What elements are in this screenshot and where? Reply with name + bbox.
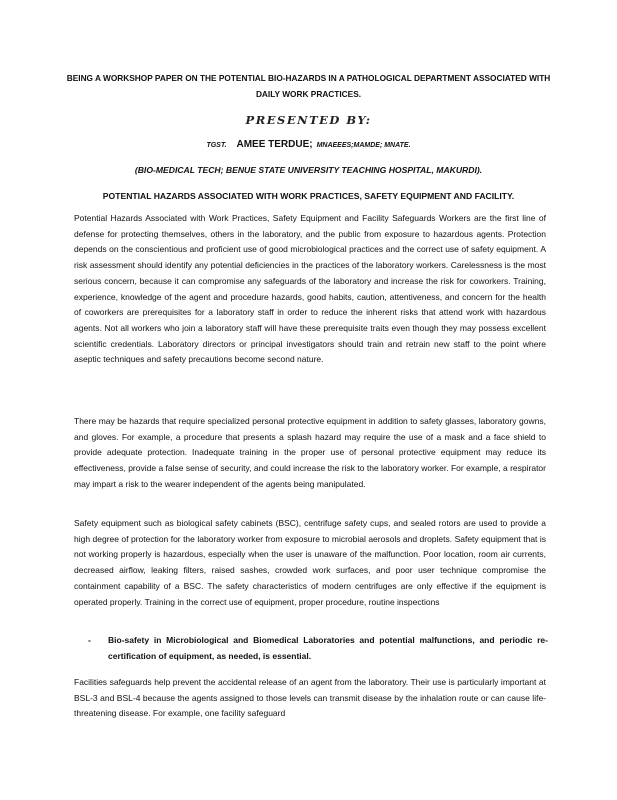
document-title: BEING A WORKSHOP PAPER ON THE POTENTIAL BIO-HAZARDS IN A PATHOLOGICAL DEPARTMENT ASSOCIATED WITH DAILY WORK PRACTICES. <box>66 73 551 99</box>
bullet-dash: - <box>88 635 91 645</box>
author-prefix: TGST. <box>206 142 227 149</box>
author-credentials: MNAEEES;MAMDE; MNATE. <box>316 142 411 149</box>
paragraph-protective-equipment: There may be hazards that require specialized personal protective equipment in addition to safety glasses, laboratory gowns, and gloves. For example, a procedure that presents a splash hazard may require the use of a mask and a face shield to provide adequate protection. Inadequate training in the proper use of personal protective equipment may reduce its effectiveness, provide a false sense of security, and could increase the risk to the laboratory worker. For example, a respirator may impart a risk to the wearer independent of the agents being manipulated. <box>74 416 546 489</box>
author-affiliation: (BIO-MEDICAL TECH; BENUE STATE UNIVERSITY TEACHING HOSPITAL, MAKURDI). <box>134 165 483 175</box>
presented-by-heading: PRESENTED BY: <box>245 113 372 127</box>
author-line <box>100 139 517 150</box>
paragraph-work-practices: Potential Hazards Associated with Work Practices, Safety Equipment and Facility Safeguards Workers are the first line of defense for protecting themselves, others in the laboratory, and the public from exposure to hazardous agents. Protection depends on the conscientious and proficient use of good microbiological practices and the correct use of safety equipment. A risk assessment should identify any potential deficiencies in the practices of the laboratory workers. Carelessness is the most serious concern, because it can compromise any safeguards of the laboratory and increase the risk for coworkers. Training, experience, knowledge of the agent and procedure hazards, good habits, caution, attentiveness, and concern for the health of coworkers are prerequisites for a laboratory staff in order to reduce the inherent risks that attend work with hazardous agents. Not all workers who join a laboratory staff will have these prerequisite traits even though they may possess excellent scientific credentials. Laboratory directors or principal investigators should train and retrain new staff to the point where aseptic techniques and safety precautions become second nature. <box>74 213 546 365</box>
paragraph-facility-safeguards: Facilities safeguards help prevent the accidental release of an agent from the laboratory. Their use is particularly important at BSL-3 and BSL-4 because the agents assigned to those levels can transmit disease by the inhalation route or can cause life-threatening disease. For example, one facility safeguard <box>74 677 546 719</box>
bullet-item <box>88 633 548 664</box>
bullet-text: Bio-safety in Microbiological and Biomedical Laboratories and potential malfunctions, and periodic re-certification of equipment, as needed, is essential. <box>108 635 548 661</box>
section-heading: POTENTIAL HAZARDS ASSOCIATED WITH WORK PRACTICES, SAFETY EQUIPMENT AND FACILITY. <box>102 191 515 201</box>
author-name: AMEE TERDUE; <box>236 139 313 150</box>
paragraph-safety-equipment: Safety equipment such as biological safety cabinets (BSC), centrifuge safety cups, and sealed rotors are used to provide a high degree of protection for the laboratory worker from exposure to microbial aerosols and droplets. Safety equipment that is not working properly is hazardous, especially when the user is unaware of the malfunction. Poor location, room air currents, decreased airflow, leaking filters, raised sashes, crowded work surfaces, and poor user technique compromise the containment capability of a BSC. The safety characteristics of modern centrifuges are only effective if the equipment is operated properly. Training in the correct use of equipment, proper procedure, routine inspections <box>74 518 546 607</box>
